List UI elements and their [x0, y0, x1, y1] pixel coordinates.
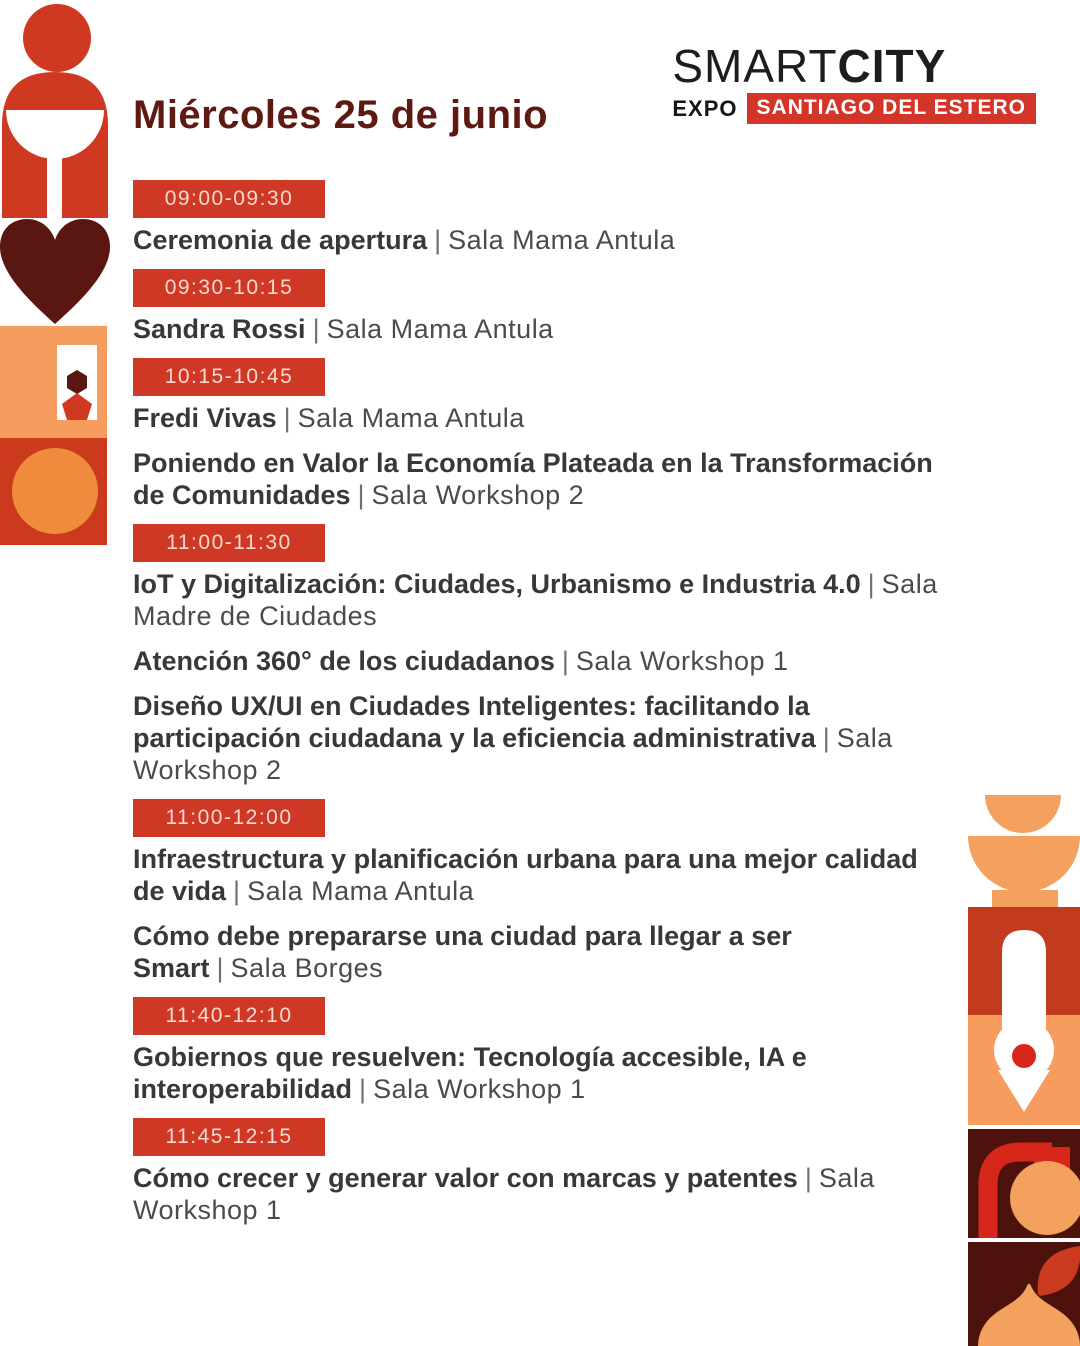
session-room: Sala Workshop 1 — [133, 1163, 875, 1225]
session-room: Sala Workshop 2 — [371, 480, 585, 510]
time-badge — [133, 269, 325, 307]
time-badge — [133, 180, 325, 218]
logo-city-text: CITY — [837, 40, 947, 92]
session-item — [133, 447, 953, 511]
time-badge — [133, 358, 325, 396]
session-item — [133, 1041, 913, 1105]
session-room: Sala Mama Antula — [297, 403, 525, 433]
session-item — [133, 843, 953, 907]
logo-location-badge: SANTIAGO DEL ESTERO — [747, 93, 1036, 124]
right-decoration-graphic — [963, 790, 1080, 1346]
session-title: Infraestructura y planificación urbana para una mejor calidad de vida — [133, 844, 918, 906]
logo-subline — [672, 93, 1036, 124]
heart-icon — [0, 219, 110, 324]
time-label: 11:00-12:00 — [165, 806, 293, 829]
time-badge — [133, 524, 325, 562]
left-decoration-graphic — [0, 0, 110, 548]
session-title: Poniendo en Valor la Economía Plateada en la Transformación de Comunidades — [133, 448, 933, 510]
time-label: 11:45-12:15 — [165, 1125, 293, 1148]
session-title: Diseño UX/UI en Ciudades Inteligentes: facilitando la participación ciudadana y la eficiencia administrativa — [133, 691, 816, 753]
logo-wordmark — [672, 42, 1036, 90]
time-label: 11:00-11:30 — [166, 531, 292, 554]
separator: | — [867, 569, 875, 599]
session-item — [133, 224, 953, 256]
session-title: Cómo crecer y generar valor con marcas y patentes — [133, 1163, 798, 1193]
time-badge — [133, 799, 325, 837]
time-label: 10:15-10:45 — [164, 365, 294, 388]
logo-expo-text: EXPO — [672, 95, 738, 121]
bowls-icon — [968, 795, 1080, 907]
session-room: Sala Mama Antula — [326, 314, 554, 344]
person-chalice-icon — [2, 4, 108, 218]
time-badge — [133, 1118, 325, 1156]
session-title: Gobiernos que resuelven: Tecnología accesible, IA e interoperabilidad — [133, 1042, 807, 1104]
session-title: Atención 360° de los ciudadanos — [133, 646, 555, 676]
separator: | — [561, 646, 569, 676]
session-title: IoT y Digitalización: Ciudades, Urbanismo e Industria 4.0 — [133, 569, 861, 599]
map-pin-icon — [968, 1015, 1080, 1125]
session-item — [133, 313, 953, 345]
separator: | — [822, 723, 830, 753]
time-label: 09:00-09:30 — [164, 187, 294, 210]
session-title: Ceremonia de apertura — [133, 225, 428, 255]
schedule-list — [133, 178, 968, 1239]
session-item — [133, 690, 953, 786]
smartcity-expo-logo — [672, 42, 1036, 124]
circle-square-icon — [0, 438, 107, 545]
session-room: Sala Workshop 2 — [133, 723, 893, 785]
session-item — [133, 402, 953, 434]
time-label: 11:40-12:10 — [165, 1004, 293, 1027]
session-item — [133, 920, 913, 984]
separator: | — [357, 480, 365, 510]
arch-icon — [968, 907, 1080, 1015]
session-title: Fredi Vivas — [133, 403, 277, 433]
session-title: Cómo debe prepararse una ciudad para llegar a ser Smart — [133, 921, 792, 983]
session-title: Sandra Rossi — [133, 314, 306, 344]
session-room: Sala Mama Antula — [448, 225, 676, 255]
session-item — [133, 568, 953, 632]
separator: | — [434, 225, 442, 255]
separator: | — [359, 1074, 367, 1104]
session-room: Sala Borges — [230, 953, 384, 983]
time-badge — [133, 997, 325, 1035]
separator: | — [312, 314, 320, 344]
separator: | — [216, 953, 224, 983]
page-title: Miércoles 25 de junio — [133, 92, 549, 137]
separator: | — [804, 1163, 812, 1193]
person-leaf-icon — [968, 1242, 1080, 1346]
session-room: Sala Workshop 1 — [373, 1074, 586, 1104]
session-item — [133, 645, 953, 677]
logo-smart-text: SMART — [672, 40, 838, 92]
separator: | — [233, 876, 241, 906]
session-room: Sala Workshop 1 — [575, 646, 789, 676]
session-room: Sala Mama Antula — [247, 876, 475, 906]
separator: | — [283, 403, 291, 433]
door-figure-icon — [0, 326, 107, 438]
session-room: Sala Madre de Ciudades — [133, 569, 938, 631]
time-label: 09:30-10:15 — [164, 276, 294, 299]
session-item — [133, 1162, 953, 1226]
street-lamp-icon — [968, 1129, 1080, 1238]
